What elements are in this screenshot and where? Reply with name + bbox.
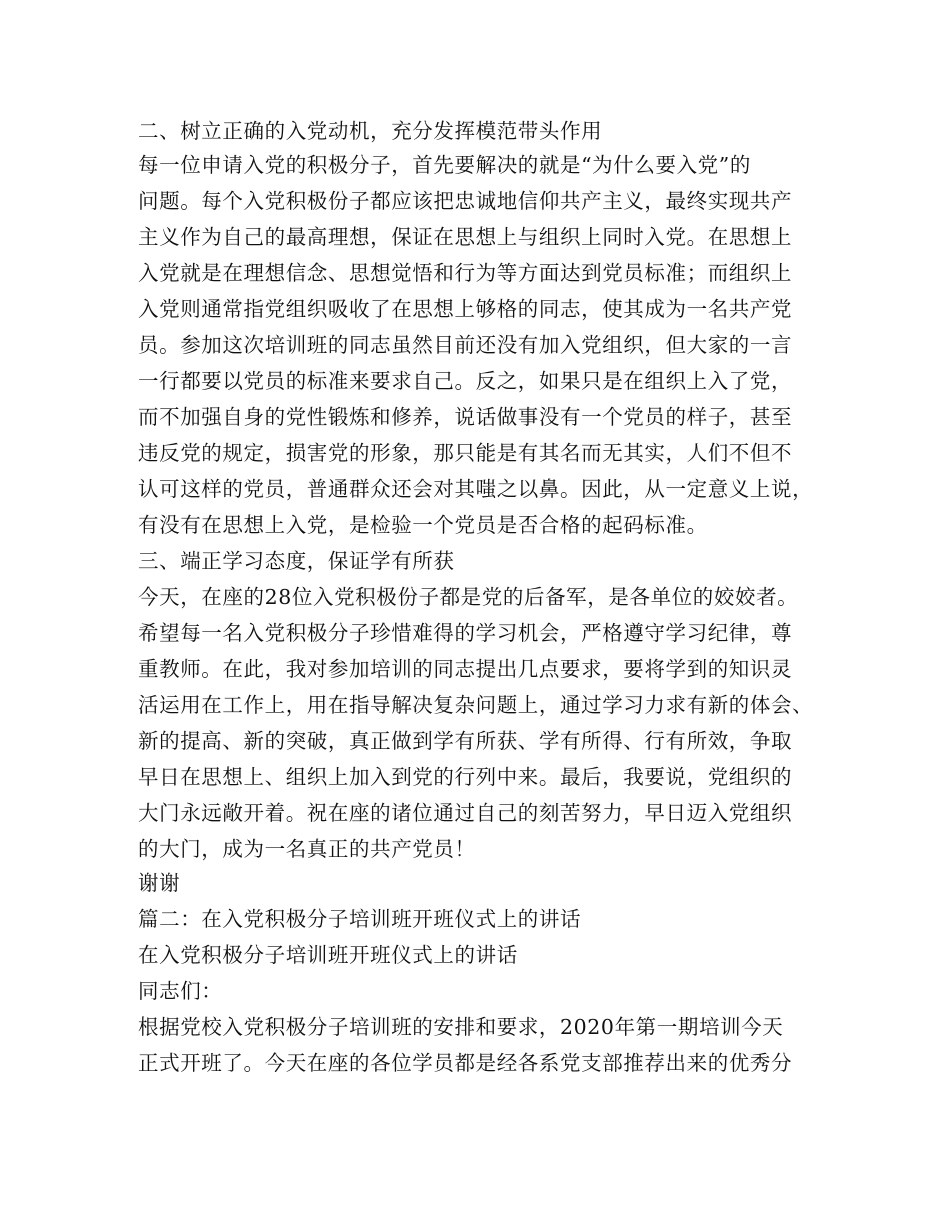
text-line: 根据党校入党积极分子培训班的安排和要求，2020年第一期培训今天	[138, 1015, 784, 1039]
chapter-heading: 篇二：在入党积极分子培训班开班仪式上的讲话	[138, 907, 582, 931]
text-line: 入党就是在理想信念、思想觉悟和行为等方面达到党员标准；而组织上	[138, 261, 793, 285]
text-line: 活运用在工作上，用在指导解决复杂问题上，通过学习力求有新的体会、	[138, 693, 814, 717]
speech-title: 在入党积极分子培训班开班仪式上的讲话	[138, 943, 518, 967]
text-line: 违反党的规定，损害党的形象，那只能是有其名而无其实，人们不但不	[138, 441, 793, 465]
text-line: 希望每一名入党积极分子珍惜难得的学习机会，严格遵守学习纪律，尊	[138, 621, 793, 645]
text-line: 有没有在思想上入党，是检验一个党员是否合格的起码标准。	[138, 513, 708, 537]
salutation: 同志们：	[138, 979, 223, 1003]
text-line: 重教师。在此，我对参加培训的同志提出几点要求，要将学到的知识灵	[138, 657, 793, 681]
text-line: 的大门，成为一名真正的共产党员！	[138, 837, 476, 861]
text-line: 每一位申请入党的积极分子，首先要解决的就是“为什么要入党”的	[138, 153, 751, 177]
section-heading: 二、树立正确的入党动机，充分发挥模范带头作用	[138, 119, 603, 143]
text-line: 入党则通常指党组织吸收了在思想上够格的同志，使其成为一名共产党	[138, 297, 793, 321]
text-line: 员。参加这次培训班的同志虽然目前还没有加入党组织，但大家的一言	[138, 333, 793, 357]
text-line: 问题。每个入党积极份子都应该把忠诚地信仰共产主义，最终实现共产	[138, 189, 793, 213]
text-line: 新的提高、新的突破，真正做到学有所获、学有所得、行有所效，争取	[138, 729, 793, 753]
text-line: 今天，在座的28位入党积极份子都是党的后备军，是各单位的姣姣者。	[138, 585, 799, 609]
text-line: 早日在思想上、组织上加入到党的行列中来。最后，我要说，党组织的	[138, 765, 793, 789]
section-heading: 三、端正学习态度，保证学有所获	[138, 549, 455, 573]
text-line: 一行都要以党员的标准来要求自己。反之，如果只是在组织上入了党，	[138, 369, 793, 393]
text-line: 大门永远敞开着。祝在座的诸位通过自己的刻苦努力，早日迈入党组织	[138, 801, 793, 825]
text-line: 而不加强自身的党性锻炼和修养，说话做事没有一个党员的样子，甚至	[138, 405, 793, 429]
text-line: 谢谢	[138, 871, 181, 895]
text-line: 认可这样的党员，普通群众还会对其嗤之以鼻。因此，从一定意义上说，	[138, 477, 814, 501]
text-line: 正式开班了。今天在座的各位学员都是经各系党支部推荐出来的优秀分	[138, 1051, 793, 1075]
text-line: 主义作为自己的最高理想，保证在思想上与组织上同时入党。在思想上	[138, 225, 793, 249]
